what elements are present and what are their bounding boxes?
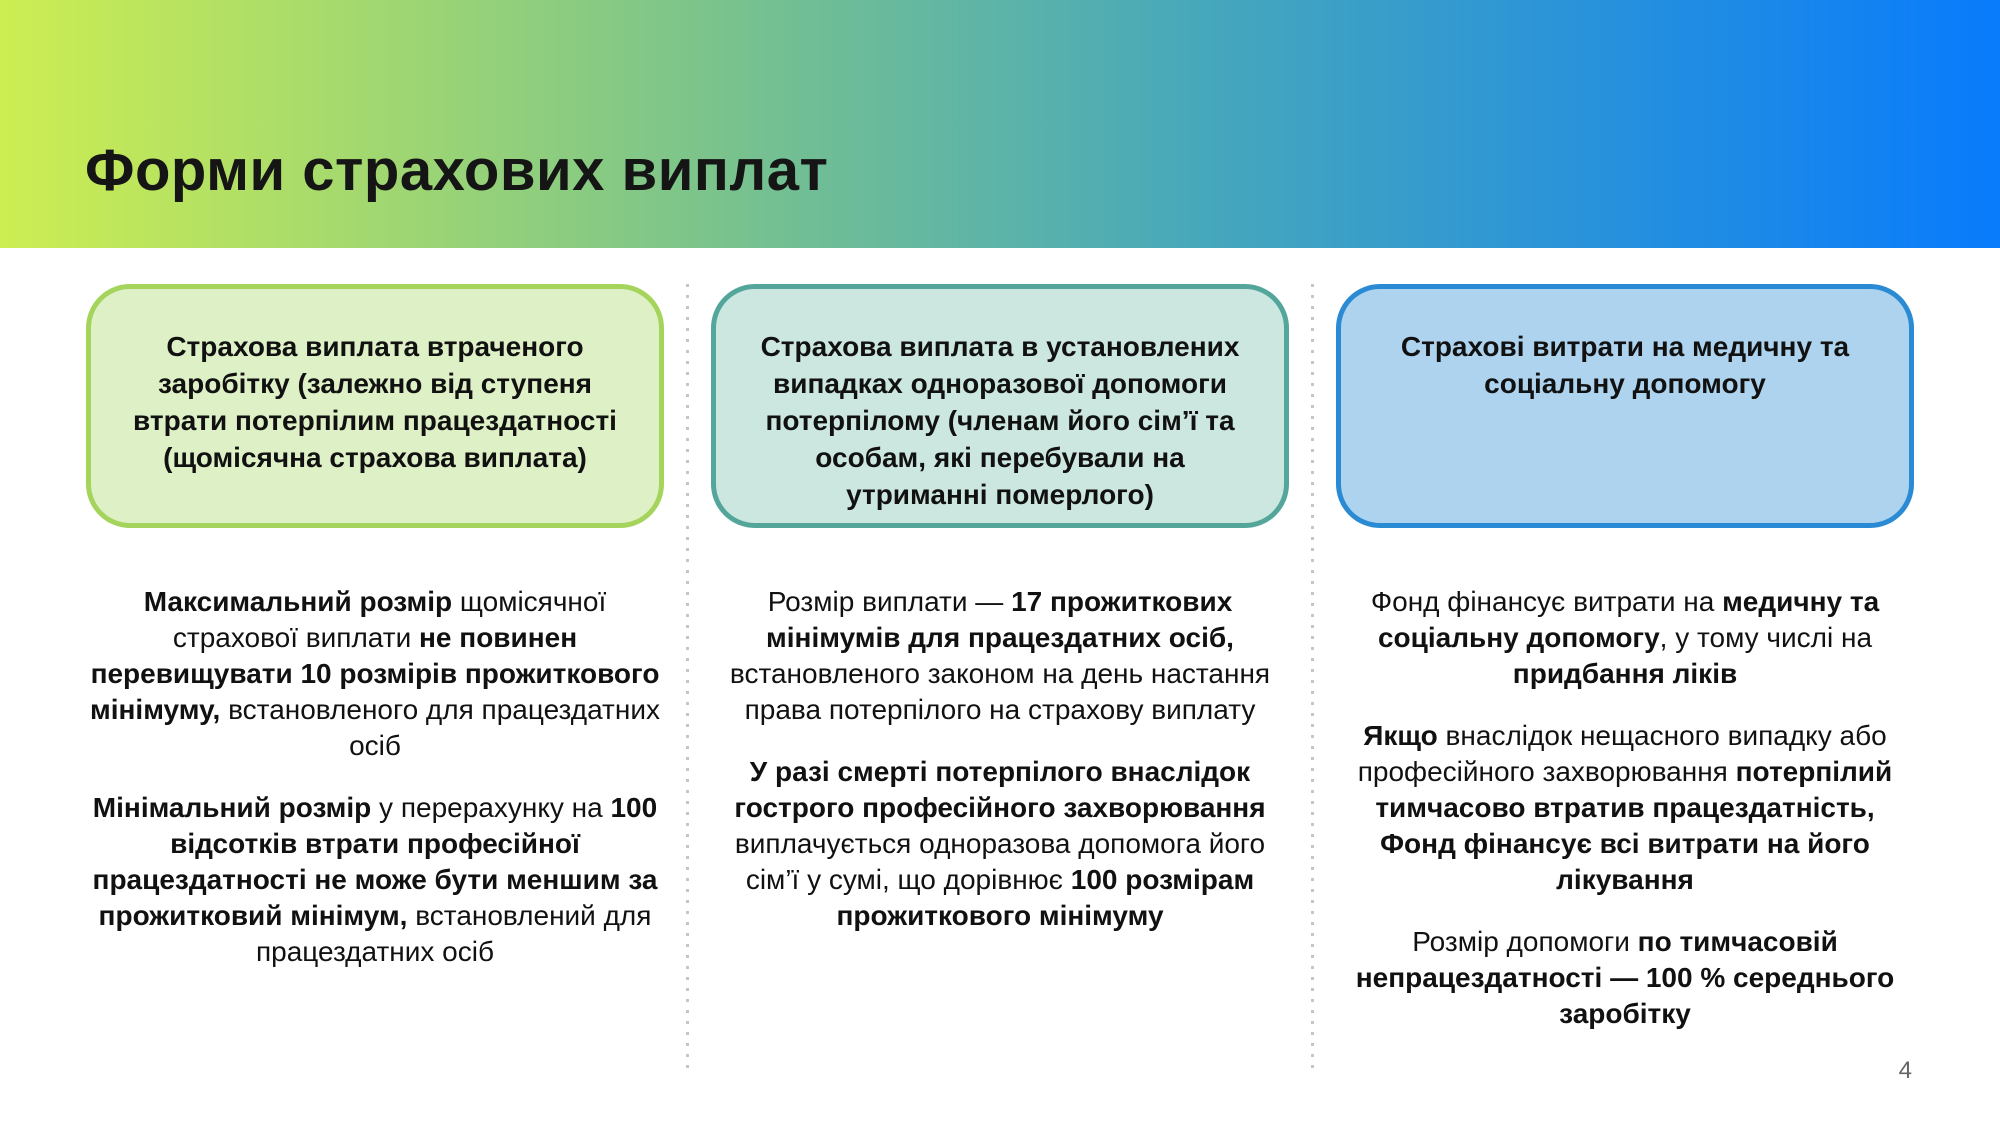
paragraph: Розмір допомоги по тимчасовій непрацездатності — 100 % середнього заробітку bbox=[1355, 926, 1895, 1029]
category-box-3 bbox=[1336, 284, 1914, 528]
paragraph: Мінімальний розмір у перерахунку на 100 відсотків втрати професійної працездатності не може бути меншим за прожитковий мінімум, встановлений для працездатних осіб bbox=[92, 792, 658, 967]
column-2-body bbox=[711, 584, 1289, 934]
column-3-body bbox=[1336, 584, 1914, 1032]
paragraph: Фонд фінансує витрати на медичну та соціальну допомогу, у тому числі на придбання ліків bbox=[1370, 586, 1880, 689]
page-number: 4 bbox=[1898, 1057, 1912, 1084]
category-box-1 bbox=[86, 284, 664, 528]
dotted-separator bbox=[1311, 284, 1314, 1069]
paragraph: Максимальний розмір щомісячної страхової виплати не повинен перевищувати 10 розмірів прожиткового мінімуму, встановленого для працездатних осіб bbox=[90, 586, 660, 761]
category-box-2-title: Страхова виплата в установлених випадках одноразової допомоги потерпілому (членам його сім’ї та особам, які перебували на утриманні померлого) bbox=[760, 331, 1240, 510]
paragraph: Розмір виплати — 17 прожиткових мінімумів для працездатних осіб, встановленого законом на день настання права потерпілого на страхову виплату bbox=[729, 586, 1271, 725]
column-medical-social bbox=[1336, 284, 1914, 1058]
header-band bbox=[0, 0, 2000, 248]
column-lump-sum bbox=[711, 284, 1289, 960]
category-box-2 bbox=[711, 284, 1289, 528]
column-1-body bbox=[86, 584, 664, 970]
column-monthly-payment bbox=[86, 284, 664, 996]
content bbox=[0, 248, 2000, 1069]
dotted-separator bbox=[686, 284, 689, 1069]
paragraph: У разі смерті потерпілого внаслідок гострого професійного захворювання виплачується одноразова допомога його сім’ї у сумі, що дорівнює 100 розмірам прожиткового мінімуму bbox=[734, 756, 1266, 931]
page-title: Форми страхових виплат bbox=[85, 138, 829, 203]
paragraph: Якщо внаслідок нещасного випадку або професійного захворювання потерпілий тимчасово втратив працездатність, Фонд фінансує всі витрати на його лікування bbox=[1357, 720, 1893, 895]
category-box-1-title: Страхова виплата втраченого заробітку (залежно від ступеня втрати потерпілим працездатності (щомісячна страхова виплата) bbox=[133, 331, 617, 473]
category-box-3-title: Страхові витрати на медичну та соціальну допомогу bbox=[1400, 331, 1850, 399]
